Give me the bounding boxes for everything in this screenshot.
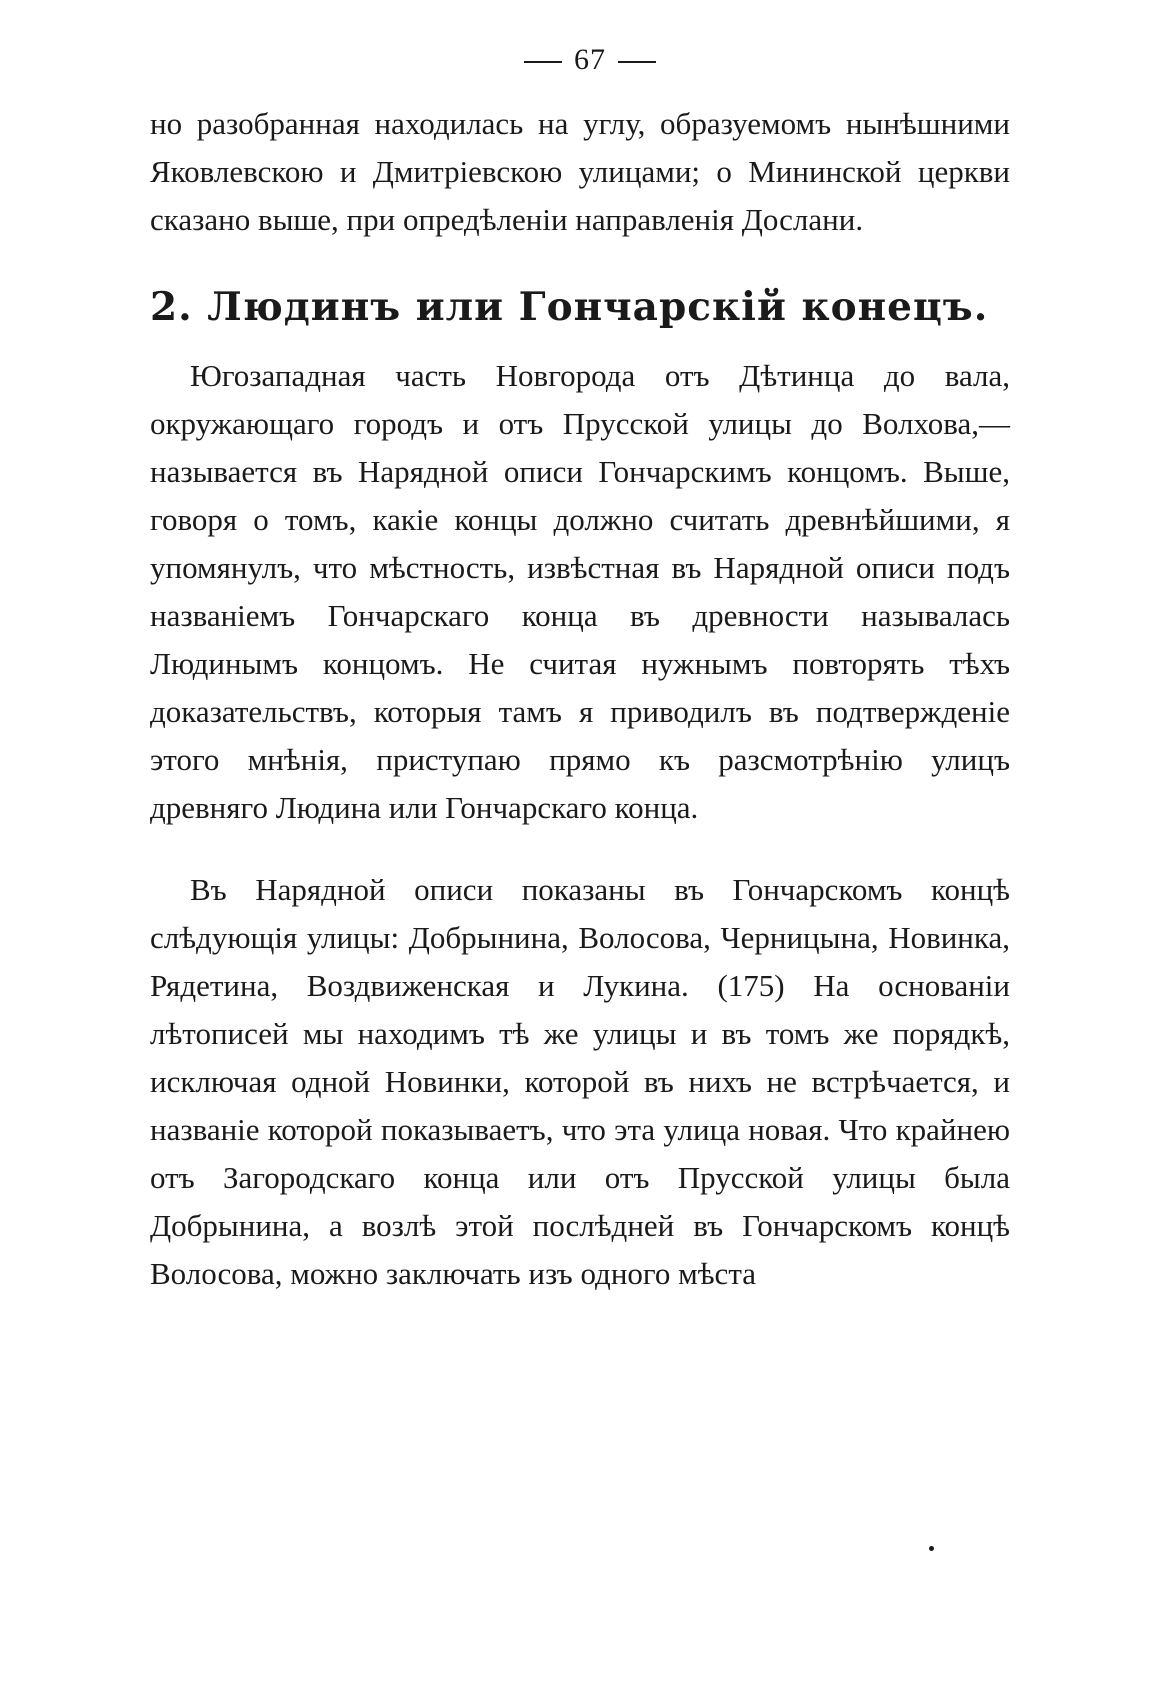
dash-left <box>524 61 562 63</box>
book-page <box>150 40 1010 1298</box>
page-number-header <box>170 40 1010 80</box>
paragraph-2-part-b: На основаніи лѣтописей мы находимъ тѣ же улицы и въ томъ же порядкѣ, исключая одной Новинки, которой въ нихъ не встрѣчается, и названіе которой показываетъ, что эта улица новая. Что крайнею отъ Загородскаго конца или отъ Прусской улицы была Добрынина, а возлѣ этой послѣдней въ Гончарскомъ концѣ Волосова, можно заключать изъ одного мѣста <box>150 968 1010 1291</box>
dash-right <box>618 61 656 63</box>
paragraph-2 <box>150 866 1010 1298</box>
intro-paragraph: но разобранная находилась на углу, образуемомъ нынѣшними Яковлевскою и Дмитріевскою улицами; о Мининской церкви сказано выше, при опредѣленіи направленія Дослани. <box>150 106 1010 237</box>
section-heading: 2. Людинъ или Гончарскій конецъ. <box>150 284 989 330</box>
paragraph-2-part-a: Въ Нарядной описи показаны въ Гончарскомъ концѣ слѣдующія улицы: Добрынина, Волосова, Черницына, Новинка, Рядетина, Воздвиженская и Лукина. <box>150 872 1010 1003</box>
footnote-reference: (175) <box>717 968 785 1003</box>
page-number: 67 <box>574 43 606 76</box>
paragraph-1: Югозападная часть Новгорода отъ Дѣтинца до вала, окружающаго городъ и отъ Прусской улицы до Волхова,—называется въ Нарядной описи Гончарскимъ концомъ. Выше, говоря о томъ, какіе концы должно считать древнѣйшими, я упомянулъ, что мѣстность, извѣстная въ Нарядной описи подъ названіемъ Гончарскаго конца въ древности называлась Людинымъ концомъ. Не считая нужнымъ повторять тѣхъ доказательствъ, которыя тамъ я приводилъ въ подтвержденіе этого мнѣнія, приступаю прямо къ разсмотрѣнію улицъ древняго Людина или Гончарскаго конца. <box>150 358 1010 825</box>
ink-dot <box>929 1546 934 1551</box>
